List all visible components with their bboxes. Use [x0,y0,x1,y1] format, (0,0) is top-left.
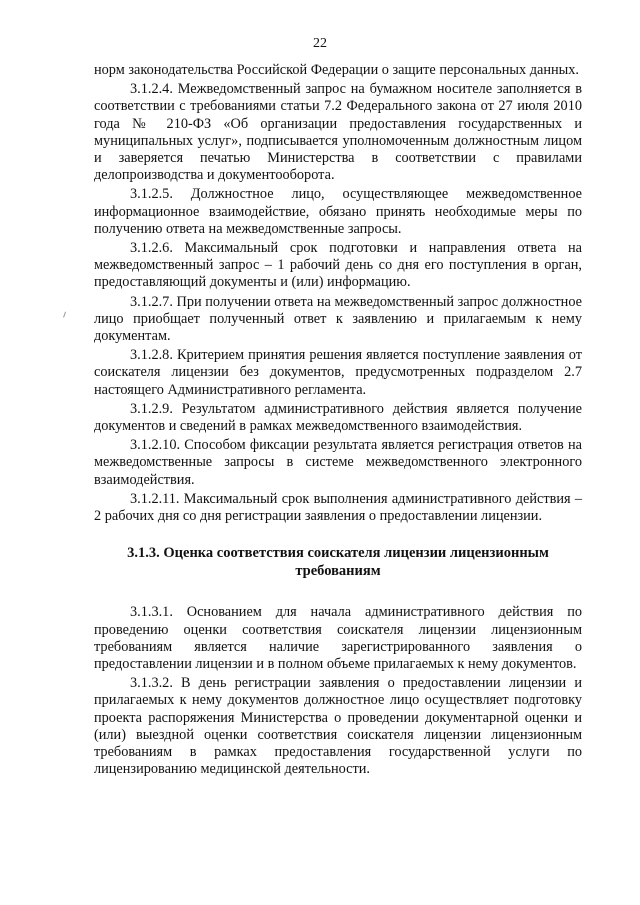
section-heading: 3.1.3. Оценка соответствия соискателя лицензии лицензионным требованиям [127,545,549,579]
paragraph-3-1-2-7: 3.1.2.7. При получении ответа на межведомственный запрос должностное лицо приобщает полученный ответ к заявлению и прилагаемым к нему документам. [94,293,582,345]
paragraph-3-1-2-6: 3.1.2.6. Максимальный срок подготовки и направления ответа на межведомственный запрос – 1 рабочий день со дня его поступления в орган, предоставляющий документы и (или) информацию. [94,240,582,291]
paragraph-3-1-3-1: 3.1.3.1. Основанием для начала административного действия по проведению оценки соответствия соискателя лицензии лицензионным требованиям является наличие зарегистрированного заявления о предоставлении лицензии и в полном объеме прилагаемых к нему документов. [94,604,582,673]
document-body [94,62,582,779]
paragraph-3-1-3-2: 3.1.3.2. В день регистрации заявления о предоставлении лицензии и прилагаемых к нему документов должностное лицо осуществляет подготовку проекта распоряжения Министерства о проведении документарной оценки и (или) выездной оценки соответствия соискателя лицензии лицензионным требованиям в рамках предоставления государственной услуги по лицензированию медицинской деятельности. [94,675,582,778]
paragraph-3-1-2-5: 3.1.2.5. Должностное лицо, осуществляющее межведомственное информационное взаимодействие, обязано принять необходимые меры по получению ответа на межведомственные запросы. [94,186,582,237]
paragraph-3-1-2-9: 3.1.2.9. Результатом административного действия является получение документов и сведений в рамках межведомственного взаимодействия. [94,400,582,435]
page-number: 22 [313,36,327,51]
section-body [94,604,582,778]
paragraph-continuation: норм законодательства Российской Федерации о защите персональных данных. [94,62,579,78]
paragraph-3-1-2-10: 3.1.2.10. Способом фиксации результата является регистрация ответов на межведомственные запросы в системе межведомственного электронного взаимодействия. [94,437,582,488]
paragraph-3-1-2-8: 3.1.2.8. Критерием принятия решения является поступление заявления от соискателя лицензии без документов, предусмотренных подразделом 2.7 настоящего Административного регламента. [94,347,582,398]
paragraph-3-1-2-4: 3.1.2.4. Межведомственный запрос на бумажном носителе заполняется в соответствии с требованиями статьи 7.2 Федерального закона от 27 июля 2010 года № 210-ФЗ «Об организации предоставления государственных и муниципальных услуг», подписывается уполномоченным должностным лицом и заверяется печатью Министерства в соответствии с правилами делопроизводства и документооборота. [94,81,582,184]
scan-mark [63,312,68,319]
paragraph-3-1-2-11: 3.1.2.11. Максимальный срок выполнения административного действия – 2 рабочих дня со дня регистрации заявления о предоставлении лицензии. [94,490,582,525]
